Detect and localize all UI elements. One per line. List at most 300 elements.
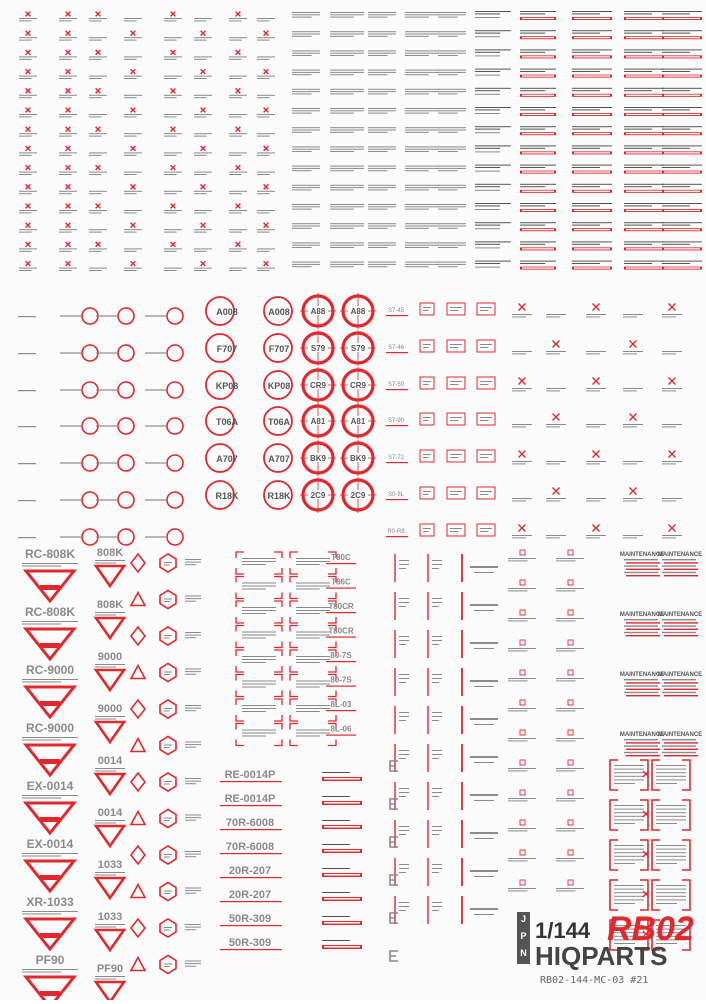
plate-code-label: RE-0014P: [224, 769, 276, 781]
ring-code-label: F707: [216, 344, 238, 354]
fine-print-line: [624, 126, 664, 127]
fine-print-line: [368, 34, 396, 35]
diamond-icon: [131, 773, 145, 791]
fine-print-line: [330, 170, 354, 171]
fine-print-line: [405, 91, 439, 92]
fine-print-line: [296, 687, 320, 688]
fine-print-line: [520, 109, 545, 110]
fine-print-line: [185, 781, 201, 782]
fine-print-line: [475, 261, 511, 262]
ring-lead-line: [96, 352, 118, 353]
connector-mark: [390, 913, 398, 923]
fine-print-line: [89, 229, 107, 230]
panel-code-underline: [326, 710, 356, 711]
fine-print-line: [624, 263, 652, 264]
ring-lead-line: [60, 499, 82, 500]
maintenance-stripe: [662, 632, 696, 633]
fine-print-line: [662, 126, 702, 127]
fine-print-line: [556, 588, 584, 589]
fine-print-line: [59, 133, 77, 134]
fine-print-line: [508, 708, 536, 709]
fine-print-line: [194, 40, 207, 41]
fine-print-line: [292, 50, 320, 51]
small-warning-box: [447, 377, 465, 389]
plate-code-underline: [220, 853, 282, 854]
fine-print-line: [185, 851, 201, 852]
caution-x-mark: [131, 31, 136, 36]
fine-print-line: [438, 149, 466, 150]
fine-print-line: [330, 206, 364, 207]
caution-x-mark: [26, 31, 31, 36]
fine-print-line: [292, 223, 320, 224]
fine-print-line: [292, 130, 320, 131]
fine-print-line: [475, 186, 500, 187]
fine-print-line: [19, 172, 37, 173]
triangle-label-bar: [40, 933, 60, 938]
fine-print-line: [322, 796, 350, 797]
target-code-label: A88: [350, 307, 366, 316]
fine-print-line: [89, 193, 102, 194]
fine-print-line: [520, 71, 545, 72]
fine-print-line: [257, 97, 270, 98]
fine-print-line: [624, 165, 664, 166]
fine-print-line: [194, 232, 207, 233]
fine-print-line: [520, 148, 545, 149]
open-ring: [118, 455, 134, 471]
fine-print-line: [368, 53, 396, 54]
warning-sign-title: PF90: [35, 953, 65, 967]
fine-print-line: [546, 390, 560, 391]
warning-triangle-small: [96, 774, 124, 794]
small-warning-box: [447, 303, 465, 315]
fine-print-line: [330, 151, 354, 152]
caution-x-mark: [519, 304, 526, 311]
fine-print-line: [508, 768, 536, 769]
fine-print-line: [257, 210, 275, 211]
maintenance-stripe: [664, 629, 698, 630]
fine-print-line: [330, 242, 364, 243]
fine-print-line: [368, 36, 388, 37]
fine-print-line: [185, 637, 196, 638]
fine-print-line: [164, 745, 172, 746]
fine-print-line: [556, 620, 576, 621]
open-ring: [167, 345, 183, 361]
fine-print-line: [480, 417, 492, 418]
fine-print-line: [19, 136, 32, 137]
warning-triangle-small: [96, 722, 124, 742]
fine-print-line: [475, 107, 511, 108]
fine-print-line: [229, 114, 247, 115]
red-bracket-frame: [610, 800, 648, 830]
caution-x-mark: [66, 204, 71, 209]
caution-bar-gap: [574, 114, 610, 115]
fine-print-line: [405, 34, 439, 35]
fine-print-line: [296, 659, 330, 660]
fine-print-line: [330, 127, 364, 128]
fine-print-line: [438, 185, 466, 186]
fine-print-line: [662, 69, 702, 70]
fine-print-line: [508, 590, 528, 591]
fine-print-line: [432, 678, 442, 679]
fine-print-line: [164, 116, 177, 117]
caution-bar-gap: [664, 56, 700, 57]
fine-print-line: [662, 263, 690, 264]
ring-lead-line: [96, 425, 118, 426]
caution-x-mark: [236, 165, 241, 170]
caution-bar-gap: [626, 18, 662, 19]
ring-code-label: KP08: [267, 381, 291, 391]
fine-print-line: [405, 31, 439, 32]
bracket-panel: [236, 552, 282, 574]
fine-print-line: [229, 136, 242, 137]
dash-strip: [470, 680, 498, 682]
fine-print-line: [662, 314, 682, 315]
fine-print-line: [438, 151, 458, 152]
fine-print-line: [194, 172, 212, 173]
maintenance-stripe: [664, 622, 698, 623]
fine-print-line: [124, 212, 137, 213]
fine-print-line: [229, 193, 242, 194]
fine-print-line: [405, 242, 439, 243]
fine-print-line: [556, 890, 576, 891]
fine-print-line: [432, 864, 442, 865]
caution-bar-gap: [626, 248, 662, 249]
fine-print-line: [624, 184, 664, 185]
fine-print-line: [508, 738, 536, 739]
fine-print-line: [662, 107, 702, 108]
fine-print-line: [124, 232, 137, 233]
caution-x-mark: [201, 184, 206, 189]
fine-print-line: [656, 819, 686, 820]
fine-print-line: [257, 95, 275, 96]
fine-print-line: [405, 17, 429, 18]
fine-print-line: [508, 678, 536, 679]
fine-print-line: [89, 251, 102, 252]
fine-print-line: [520, 33, 545, 34]
fine-print-line: [257, 116, 270, 117]
caution-x-mark: [26, 88, 31, 93]
hazard-bar-gap: [324, 778, 360, 780]
fine-print-line: [475, 190, 500, 191]
fine-print-line: [432, 902, 442, 903]
caution-x-mark: [201, 69, 206, 74]
fine-print-line: [556, 858, 584, 859]
fine-print-line: [292, 55, 312, 56]
fine-print-line: [330, 55, 354, 56]
fine-print-line: [296, 635, 330, 636]
fine-print-line: [229, 229, 247, 230]
fine-print-line: [95, 768, 125, 769]
fine-print-line: [432, 758, 439, 759]
fine-print-line: [124, 37, 142, 38]
fine-print-line: [242, 730, 276, 731]
fine-print-line: [257, 114, 275, 115]
fine-print-line: [405, 110, 439, 111]
fine-print-line: [438, 223, 466, 224]
fine-print-line: [656, 812, 686, 813]
caution-bar-gap: [626, 152, 662, 153]
fine-print-line: [623, 314, 643, 315]
fine-print-line: [520, 52, 545, 53]
fine-print-line: [194, 191, 212, 192]
fine-print-line: [330, 168, 364, 169]
caution-bar-gap: [522, 18, 554, 19]
tiny-red-square: [568, 670, 573, 675]
fine-print-line: [624, 49, 664, 50]
fine-print-line: [405, 53, 439, 54]
fine-print-line: [572, 167, 600, 168]
fine-print-line: [520, 263, 545, 264]
fine-print-line: [662, 390, 676, 391]
fine-print-line: [438, 228, 458, 229]
plate-code-label: 20R-207: [228, 865, 272, 877]
fine-print-line: [405, 89, 439, 90]
fine-print-line: [438, 245, 466, 246]
tiny-red-square: [568, 760, 573, 765]
panel-code-underline: [326, 588, 356, 589]
tiny-red-square: [568, 580, 573, 585]
fine-print-line: [405, 72, 439, 73]
fine-print-line: [572, 69, 612, 70]
fine-print-line: [19, 18, 37, 19]
fine-print-line: [124, 251, 137, 252]
open-ring: [82, 455, 98, 471]
fine-print-line: [508, 798, 536, 799]
dash-strip: [474, 914, 494, 915]
plate-code-label: 70R-6008: [225, 841, 275, 853]
caution-bar-gap: [626, 114, 662, 115]
fine-print-line: [512, 535, 532, 536]
fine-print-line: [423, 384, 429, 385]
fine-print-line: [475, 203, 511, 204]
panel-code-label: T80CR: [328, 602, 354, 611]
fine-print-line: [368, 266, 388, 267]
fine-print-line: [124, 191, 142, 192]
fine-print-line: [368, 132, 388, 133]
fine-print-line: [59, 37, 77, 38]
connector-mark: [390, 761, 398, 771]
fine-print-line: [475, 228, 500, 229]
fine-print-line: [330, 266, 354, 267]
tiny-red-square: [520, 580, 525, 585]
fine-print-line: [242, 656, 276, 657]
caution-bar-gap: [574, 56, 610, 57]
fine-print-line: [164, 212, 177, 213]
caution-bar-gap: [522, 267, 554, 268]
fine-print-line: [292, 228, 312, 229]
maintenance-stripe: [662, 739, 696, 740]
fine-print-line: [164, 854, 172, 855]
bar-code-label: S7-46: [387, 345, 405, 351]
fine-print-line: [520, 244, 545, 245]
fine-print-line: [432, 788, 442, 789]
fine-print-line: [330, 185, 364, 186]
fine-print-line: [614, 772, 644, 773]
fine-print-line: [89, 152, 107, 153]
tiny-red-square: [520, 760, 525, 765]
fine-print-line: [546, 498, 566, 499]
fine-print-line: [164, 18, 182, 19]
hazard-bar-gap: [324, 850, 360, 852]
plate-code-underline: [220, 901, 282, 902]
fine-print-line: [508, 680, 528, 681]
fine-print-line: [556, 830, 576, 831]
open-ring: [82, 308, 98, 324]
fine-print-line: [475, 205, 500, 206]
fine-print-line: [624, 186, 652, 187]
fine-print-line: [296, 705, 330, 706]
fine-print-line: [624, 244, 652, 245]
maintenance-stripe: [662, 565, 696, 566]
fine-print-line: [662, 30, 702, 31]
panel-code-underline: [326, 661, 356, 662]
fine-print-line: [520, 145, 556, 146]
fine-print-line: [556, 618, 584, 619]
fine-print-line: [22, 972, 61, 973]
fine-print-line: [614, 852, 644, 853]
fine-print-line: [164, 152, 182, 153]
fine-print-line: [185, 671, 201, 672]
fine-print-line: [242, 708, 276, 709]
fine-print-line: [292, 206, 320, 207]
fine-print-line: [475, 52, 500, 53]
fine-print-line: [405, 185, 439, 186]
fine-print-line: [368, 89, 396, 90]
fine-print-line: [432, 640, 442, 641]
maintenance-stripe: [624, 559, 658, 560]
ring-code-label: R18K: [215, 491, 239, 501]
caution-bar-gap: [522, 37, 554, 38]
fine-print-line: [438, 247, 458, 248]
caution-x-mark: [131, 261, 136, 266]
fine-print-line: [572, 225, 600, 226]
fine-print-line: [242, 705, 276, 706]
fine-print-line: [22, 624, 61, 625]
fine-print-line: [185, 927, 201, 928]
target-code-label: CR9: [309, 381, 327, 390]
caution-x-mark: [264, 261, 269, 266]
fine-print-line: [656, 852, 686, 853]
fine-print-line: [368, 72, 396, 73]
ring-lead-line: [145, 315, 167, 316]
fine-print-line: [296, 564, 320, 565]
open-ring: [118, 382, 134, 398]
bracket-panel: [236, 626, 282, 648]
fine-print-line: [322, 892, 350, 893]
small-warning-box: [447, 524, 465, 536]
fine-print-line: [475, 267, 500, 268]
open-ring: [118, 529, 134, 545]
fine-print-line: [662, 353, 676, 354]
fine-print-line: [520, 203, 556, 204]
dash-strip: [18, 426, 36, 427]
fine-print-line: [520, 186, 545, 187]
fine-print-line: [423, 307, 431, 308]
fine-print-line: [586, 426, 600, 427]
fine-print-line: [586, 351, 606, 352]
fine-print-line: [399, 754, 409, 755]
panel-code-underline: [326, 637, 356, 638]
fine-print-line: [624, 203, 664, 204]
fine-print-line: [124, 174, 137, 175]
fine-print-line: [185, 564, 196, 565]
fine-print-line: [368, 170, 388, 171]
fine-print-line: [662, 184, 702, 185]
fine-print-line: [662, 222, 702, 223]
fine-print-line: [432, 830, 442, 831]
plate-code-underline: [220, 925, 282, 926]
fine-print-line: [399, 644, 406, 645]
fine-print-line: [432, 872, 439, 873]
fine-print-line: [185, 893, 196, 894]
fine-print-line: [330, 226, 364, 227]
fine-print-line: [572, 203, 612, 204]
fine-print-line: [330, 245, 364, 246]
fine-print-line: [423, 381, 431, 382]
fine-print-line: [475, 145, 511, 146]
fine-print-line: [656, 776, 686, 777]
fine-print-line: [512, 500, 526, 501]
fine-print-line: [296, 589, 320, 590]
caution-x-mark: [630, 488, 637, 495]
fine-print-line: [405, 189, 429, 190]
fine-print-line: [399, 788, 409, 789]
fine-print-line: [572, 88, 612, 89]
bar-code-label: R0-R8: [387, 529, 405, 535]
ring-code-label: A707: [268, 454, 290, 464]
fine-print-line: [292, 209, 312, 210]
fine-print-line: [164, 781, 172, 782]
fine-print-line: [330, 12, 364, 13]
fine-print-line: [229, 116, 242, 117]
fine-print-line: [164, 747, 170, 748]
fine-print-line: [22, 737, 78, 738]
fine-print-line: [546, 535, 566, 536]
triangle-label-bar: [40, 817, 60, 822]
warning-sign-title: XR-1033: [26, 895, 74, 909]
fine-print-line: [124, 136, 137, 137]
tiny-red-square: [568, 550, 573, 555]
red-bracket-frame: [610, 880, 648, 910]
fine-print-line: [194, 136, 207, 137]
fine-print-line: [520, 184, 556, 185]
fine-print-line: [586, 535, 606, 536]
fine-print-line: [572, 126, 612, 127]
fine-print-line: [292, 247, 312, 248]
open-ring: [118, 418, 134, 434]
open-ring: [82, 418, 98, 434]
fine-print-line: [257, 37, 275, 38]
caution-x-mark: [553, 488, 560, 495]
fine-print-line: [59, 116, 72, 117]
maintenance-stripe: [626, 622, 660, 623]
fine-print-line: [399, 826, 409, 827]
warning-triangle-small: [96, 670, 124, 690]
fine-print-line: [508, 560, 528, 561]
fine-print-line: [405, 206, 439, 207]
fine-print-line: [475, 13, 500, 14]
fine-print-line: [257, 251, 270, 252]
warning-sign-title: 0014: [97, 807, 123, 819]
fine-print-line: [480, 457, 488, 458]
fine-print-line: [438, 130, 466, 131]
fine-print-line: [423, 417, 431, 418]
fine-print-line: [257, 40, 270, 41]
fine-print-line: [623, 353, 637, 354]
fine-print-line: [22, 679, 78, 680]
fine-print-line: [164, 565, 170, 566]
fine-print-line: [242, 687, 266, 688]
